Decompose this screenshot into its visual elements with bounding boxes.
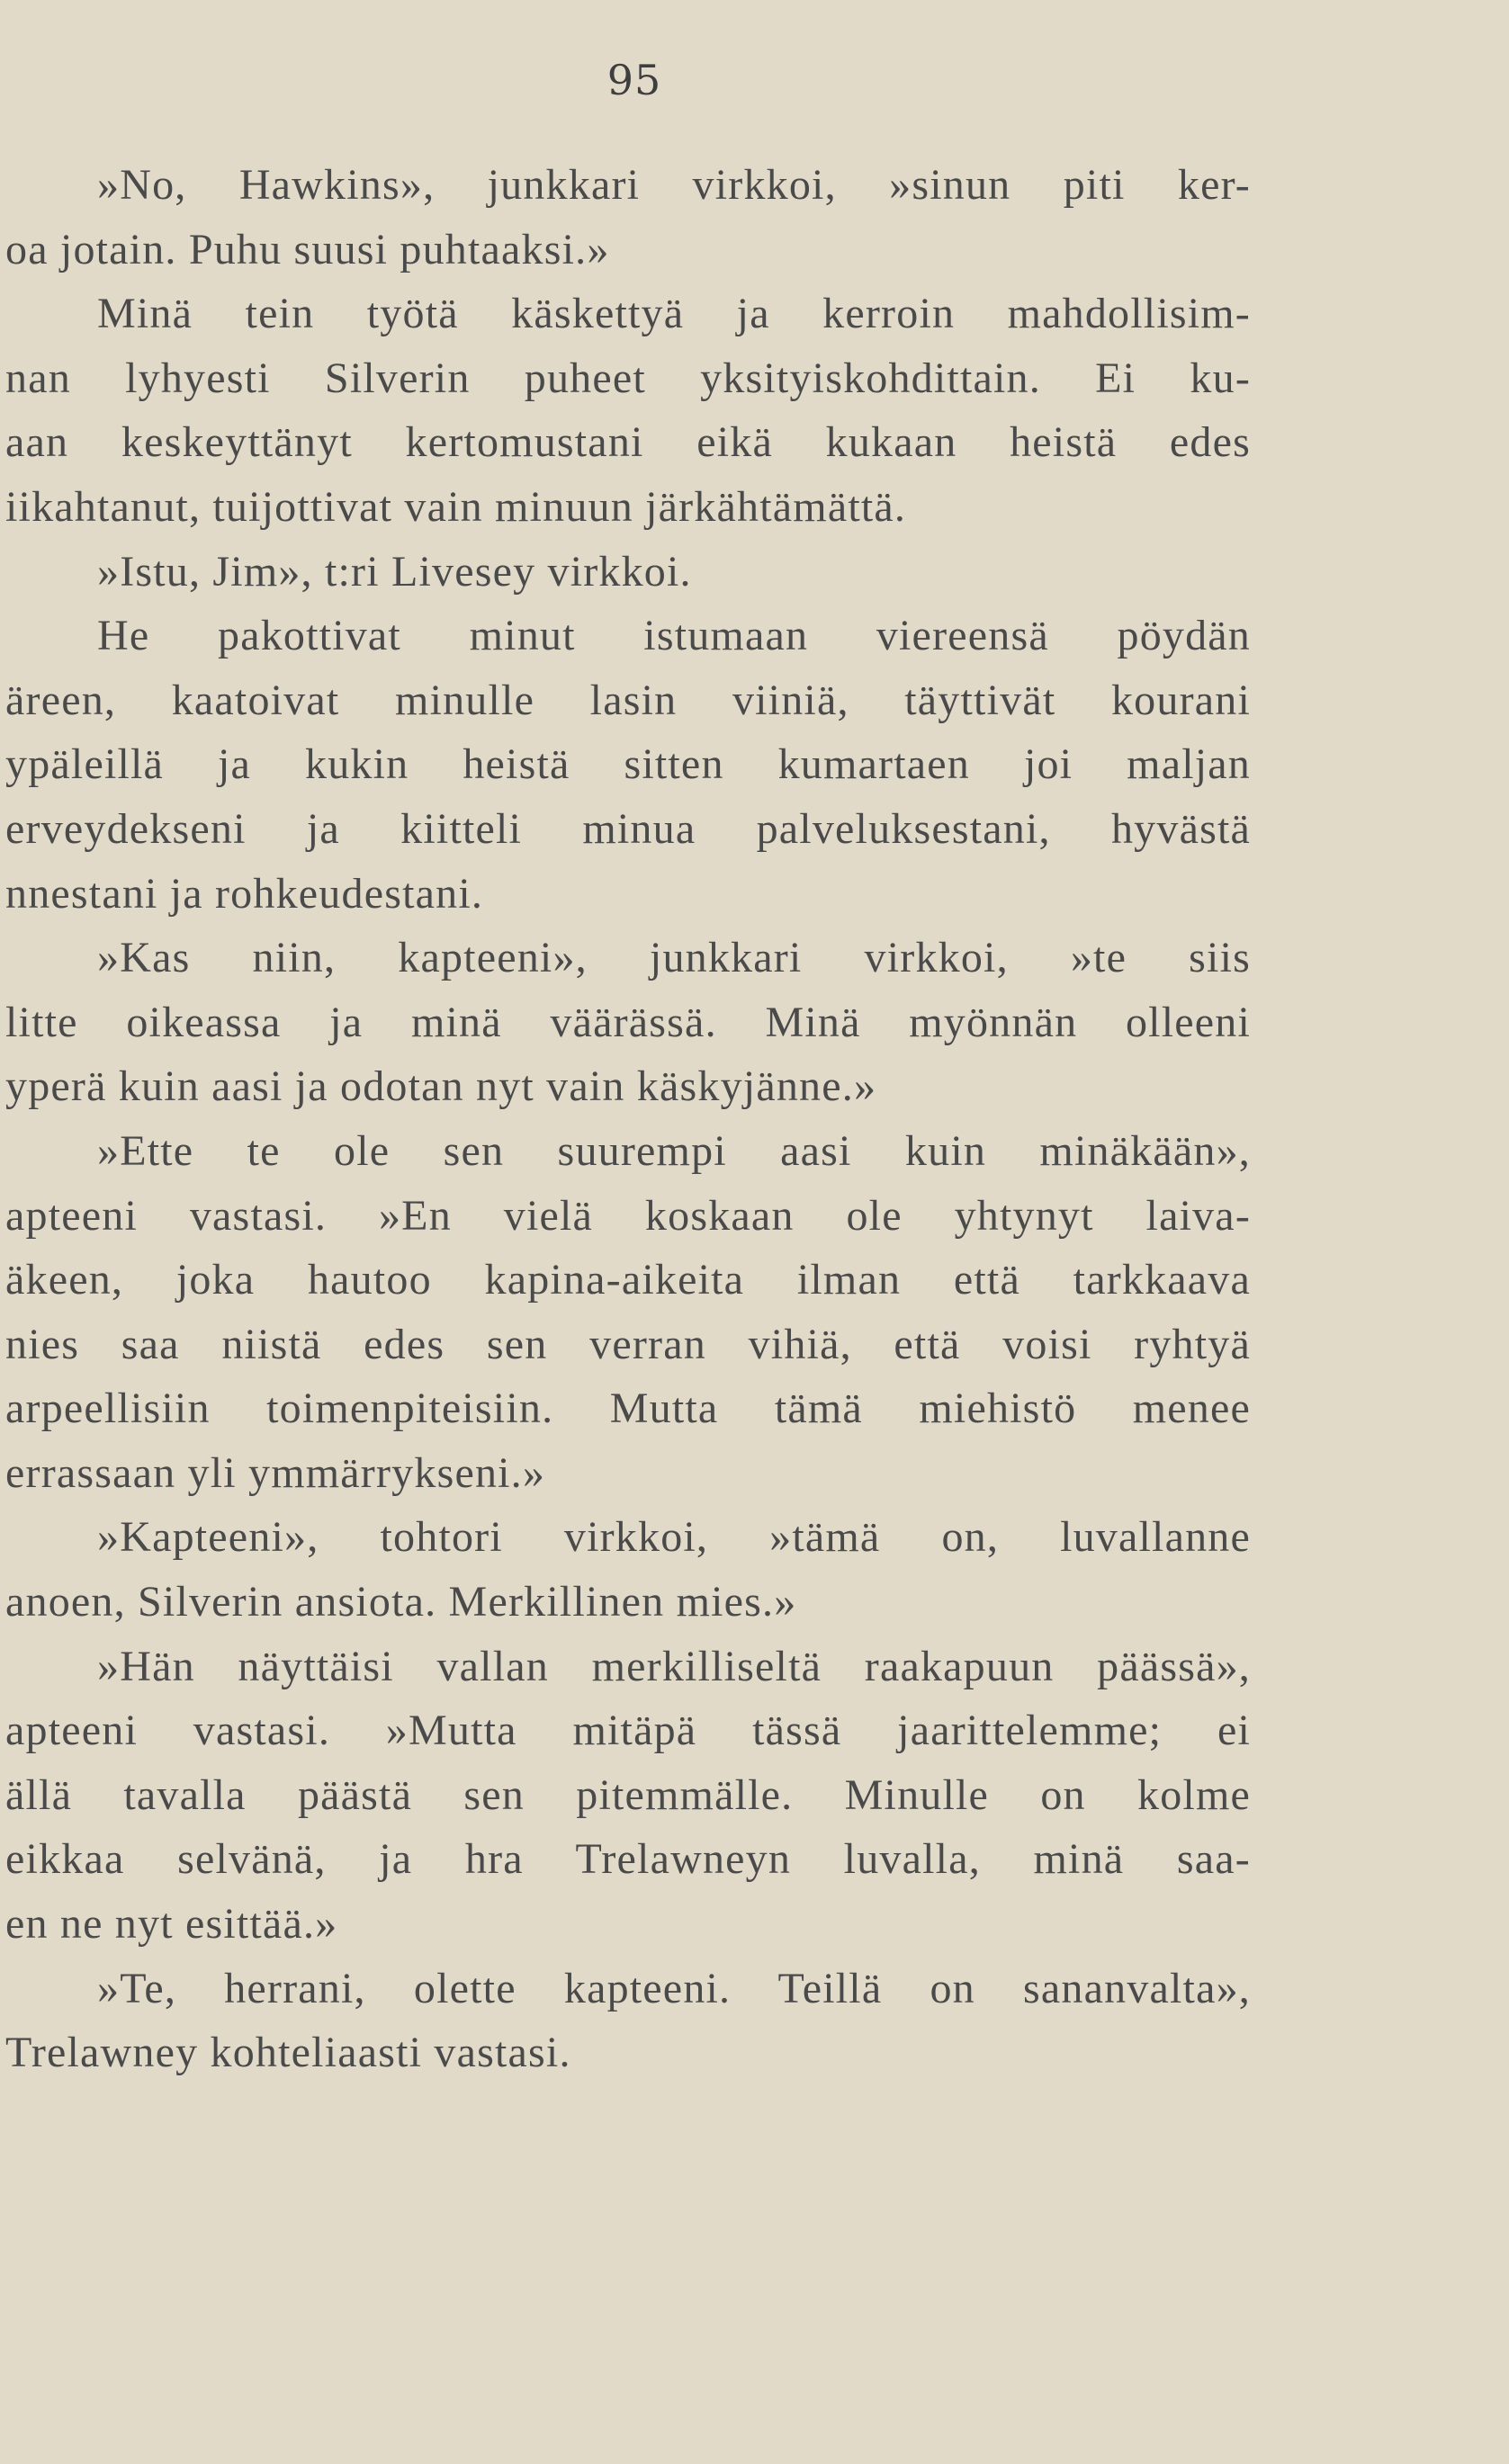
text-line: iikahtanut, tuijottivat vain minuun järkähtämättä. [5,482,907,531]
text-line: ypäleillä ja kukin heistä sitten kumartaen joi maljan [5,740,1251,789]
text-line: erveydekseni ja kiitteli minua palveluksestani, hyvästä [5,804,1251,853]
text-line: arpeellisiin toimenpiteisiin. Mutta tämä miehistö menee [5,1384,1251,1433]
text-line: Trelawney kohteliaasti vastasi. [5,2029,571,2077]
text-line: »Hän näyttäisi vallan merkilliseltä raakapuun päässä», [97,1642,1251,1690]
text-line: nies saa niistä edes sen verran vihiä, että voisi ryhtyä [5,1320,1251,1368]
text-line: anoen, Silverin ansiota. Merkillinen mies.» [5,1578,797,1626]
text-line: apteeni vastasi. »Mutta mitäpä tässä jaarittelemme; ei [5,1707,1251,1755]
text-line: apteeni vastasi. »En vielä koskaan ole yhtynyt laiva- [5,1191,1251,1240]
text-line: He pakottivat minut istumaan viereensä pöydän [97,612,1251,660]
text-line: Minä tein työtä käskettyä ja kerroin mahdollisim- [97,290,1251,338]
text-line: »Kapteeni», tohtori virkkoi, »tämä on, luvallanne [97,1513,1251,1562]
text-line: aan keskeyttänyt kertomustani eikä kukaan heistä edes [5,418,1251,467]
text-line: äkeen, joka hautoo kapina-aikeita ilman että tarkkaava [5,1256,1251,1304]
text-line: oa jotain. Puhu suusi puhtaaksi.» [5,225,610,273]
text-line: litte oikeassa ja minä väärässä. Minä myönnän olleeni [5,998,1251,1046]
text-line: »Te, herrani, olette kapteeni. Teillä on sananvalta», [97,1964,1251,2012]
page-number: 95 [606,56,662,104]
text-line: errassaan yli ymmärrykseni.» [5,1448,546,1497]
text-line: »Ette te ole sen suurempi aasi kuin minäkään», [97,1126,1251,1175]
text-line: nan lyhyesti Silverin puheet yksityiskohdittain. Ei ku- [5,354,1251,402]
text-line: »No, Hawkins», junkkari virkkoi, »sinun piti ker- [97,161,1251,209]
text-line: nnestani ja rohkeudestani. [5,869,484,918]
text-line: ällä tavalla päästä sen pitemmälle. Minulle on kolme [5,1770,1251,1819]
text-line: en ne nyt esittää.» [5,1900,338,1949]
text-line: »Kas niin, kapteeni», junkkari virkkoi, »te siis [97,934,1251,982]
text-line: yperä kuin aasi ja odotan nyt vain käskyjänne.» [5,1062,877,1111]
text-line: äreen, kaatoivat minulle lasin viiniä, täyttivät kourani [5,676,1251,724]
text-line: »Istu, Jim», t:ri Livesey virkkoi. [97,547,692,596]
body-text [0,153,1251,2085]
text-line: eikkaa selvänä, ja hra Trelawneyn luvalla, minä saa- [5,1835,1251,1884]
